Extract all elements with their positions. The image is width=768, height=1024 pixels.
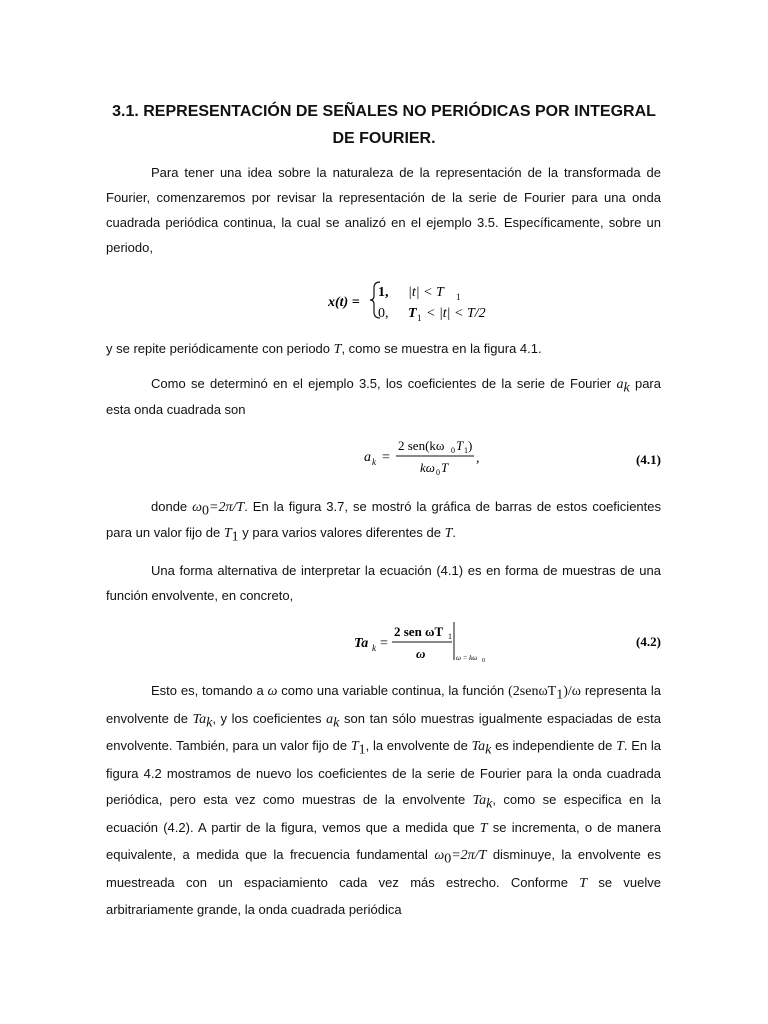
p4-omega-eq: =2π/T [209,500,245,515]
p6-symbol-Ta2-sub: k [485,742,492,758]
p2-symbol-T: T [333,342,342,357]
eq-xt-lhs: x(t) = [328,295,360,310]
p6-text-l: se vuelve arbitrariamente grande, la onda cuadrada periódica [106,874,661,917]
p6-symbol-a-sub: k [333,715,340,731]
paragraph-envelope [106,678,661,924]
p6-func: (2senωT [508,684,557,699]
paragraph-period [106,336,661,362]
paragraph-intro: Para tener una idea sobre la naturaleza de la representación de la transformada de Fourier, comenzaremos por revisar la representación de la serie de Fourier para una onda cuadrada periódica continua, la cual se analizó en el ejemplo 3.5. Específicamente, sobre un periodo, [106,165,661,255]
section-title [106,98,662,152]
eq42-equals: = [380,636,388,651]
p6-text-a: Esto es, tomando a [151,683,264,698]
p6-symbol-Ta3-sub: k [486,796,493,812]
p6-text-g: es independiente de [495,738,613,753]
eq-xt-case2-cond-b: < |t| < T/2 [426,306,486,321]
p6-symbol-Ta3: Ta [472,793,487,808]
p4-sub-0: 0 [202,503,210,519]
p6-text-j: se incrementa, o de manera equivalente, a medida que la frecuencia fundamental [106,819,661,862]
p6-text-c: representa la envolvente de [106,683,661,726]
p6-func-end: )/ω [563,684,581,699]
p3-symbol-a: a [616,377,624,392]
p6-omega0-eq: =2π/T [451,848,487,863]
equation-4-2 [354,620,664,666]
p6-symbol-T1: T [350,739,359,754]
p4-symbol-T1: T [223,526,232,541]
equation-4-1 [364,434,664,480]
eq42-lhs-sub: k [372,643,376,653]
p4-symbol-omega: ω [192,500,203,515]
p3-symbol-k: k [623,380,630,396]
p2-text-b: , como se muestra en la figura 4.1. [341,341,542,356]
p6-text-i: , como se especifica en la ecuación (4.2). A partir de la figura, vemos que a medida que [106,792,661,835]
p6-symbol-T2: T [479,820,488,836]
p2-text-a: y se repite periódicamente con periodo [106,341,331,356]
eq42-eval-sub: 0 [482,658,485,664]
p6-symbol-T3: T [579,875,588,891]
eq42-lhs: Ta [354,636,369,651]
eq42-eval: ω = kω [456,654,478,662]
p6-symbol-omega: ω [267,684,278,699]
p6-symbol-Ta-sub: k [206,715,213,731]
eq41-lhs: a [364,450,371,465]
paragraph-donde [106,494,661,546]
eq41-numerator: 2 sen(kω [398,438,445,453]
eq41-num-T: T [456,438,464,453]
p6-text-h: . En la figura 4.2 mostramos de nuevo los coeficientes de la serie de Fourier para la onda cuadrada periódica, pero esta vez como muestras de la envolvente [106,738,661,807]
eq41-denominator: kω [420,460,435,475]
eq-xt-case1-cond: |t| < T [408,285,444,300]
p6-symbol-Ta: Ta [192,711,207,727]
eq-xt-case2-sub: 1 [417,313,422,323]
eq42-numerator: 2 sen ωT [394,624,444,639]
p6-symbol-Ta2: Ta [471,739,486,754]
p6-symbol-a: a [326,711,334,727]
eq-xt-case2-cond-a: T [408,306,417,321]
eq41-num-close: ) [468,438,473,453]
p6-text-d: , y los coeficientes [212,710,322,726]
p4-text-d: . [452,525,456,540]
eq42-num-sub: 1 [448,632,452,641]
equation-4-1-graphic [364,434,664,480]
p4-text-a: donde [151,499,188,514]
p4-text-b: . En la figura 3.7, se mostró la gráfica de barras de estos coeficientes para un valor fijo de [106,499,661,540]
p6-symbol-T: T [616,739,624,754]
p4-sub-1: 1 [231,529,239,545]
p6-symbol-T1-sub: 1 [358,742,366,758]
equation-xt [328,276,528,324]
eq42-number: (4.2) [636,634,661,649]
paragraph-alternative: Una forma alternativa de interpretar la ecuación (4.1) es en forma de muestras de una función envolvente, en concreto, [106,563,661,603]
p3-text-a: Como se determinó en el ejemplo 3.5, los coeficientes de la serie de Fourier [151,376,612,391]
p6-text-f: , la envolvente de [365,738,468,753]
eq41-equals: = [382,450,390,465]
p6-text-e: son tan sólo muestras igualmente espaciadas de esta envolvente. También, para un valor fijo de [106,710,662,753]
p6-func-sub: 1 [556,687,564,703]
title-line-1: 3.1. REPRESENTACIÓN DE SEÑALES NO PERIÓDICAS POR INTEGRAL [112,103,656,120]
eq41-number: (4.1) [636,452,661,467]
equation-4-2-graphic [354,620,664,666]
eq42-denominator: ω [416,646,426,661]
eq-xt-case1-value: 1, [378,285,389,300]
eq41-num-sub0: 0 [451,446,455,455]
eq41-num-sub1: 1 [464,446,468,455]
p4-symbol-T: T [444,526,453,541]
eq41-comma: , [476,451,480,466]
equation-xt-graphic [328,276,528,324]
eq41-den-T: T [441,460,449,475]
eq-xt-case1-sub: 1 [456,292,461,302]
p6-text-b: como una variable continua, la función [281,683,505,698]
p6-symbol-omega0-sub: 0 [444,851,452,867]
p4-text-c: y para varios valores diferentes de [242,525,441,540]
eq41-den-sub: 0 [436,468,440,477]
p6-text-k: disminuye, la envolvente es muestreada con un espaciamiento cada vez más estrecho. Conforme [106,847,661,890]
eq-xt-case2-value: 0, [378,306,389,321]
paragraph-coefficients [106,371,661,422]
p3-text-b: para esta onda cuadrada son [106,376,661,417]
p6-symbol-omega0: ω [434,848,445,863]
title-line-2: DE FOURIER. [332,130,436,147]
eq41-lhs-sub: k [372,457,376,467]
